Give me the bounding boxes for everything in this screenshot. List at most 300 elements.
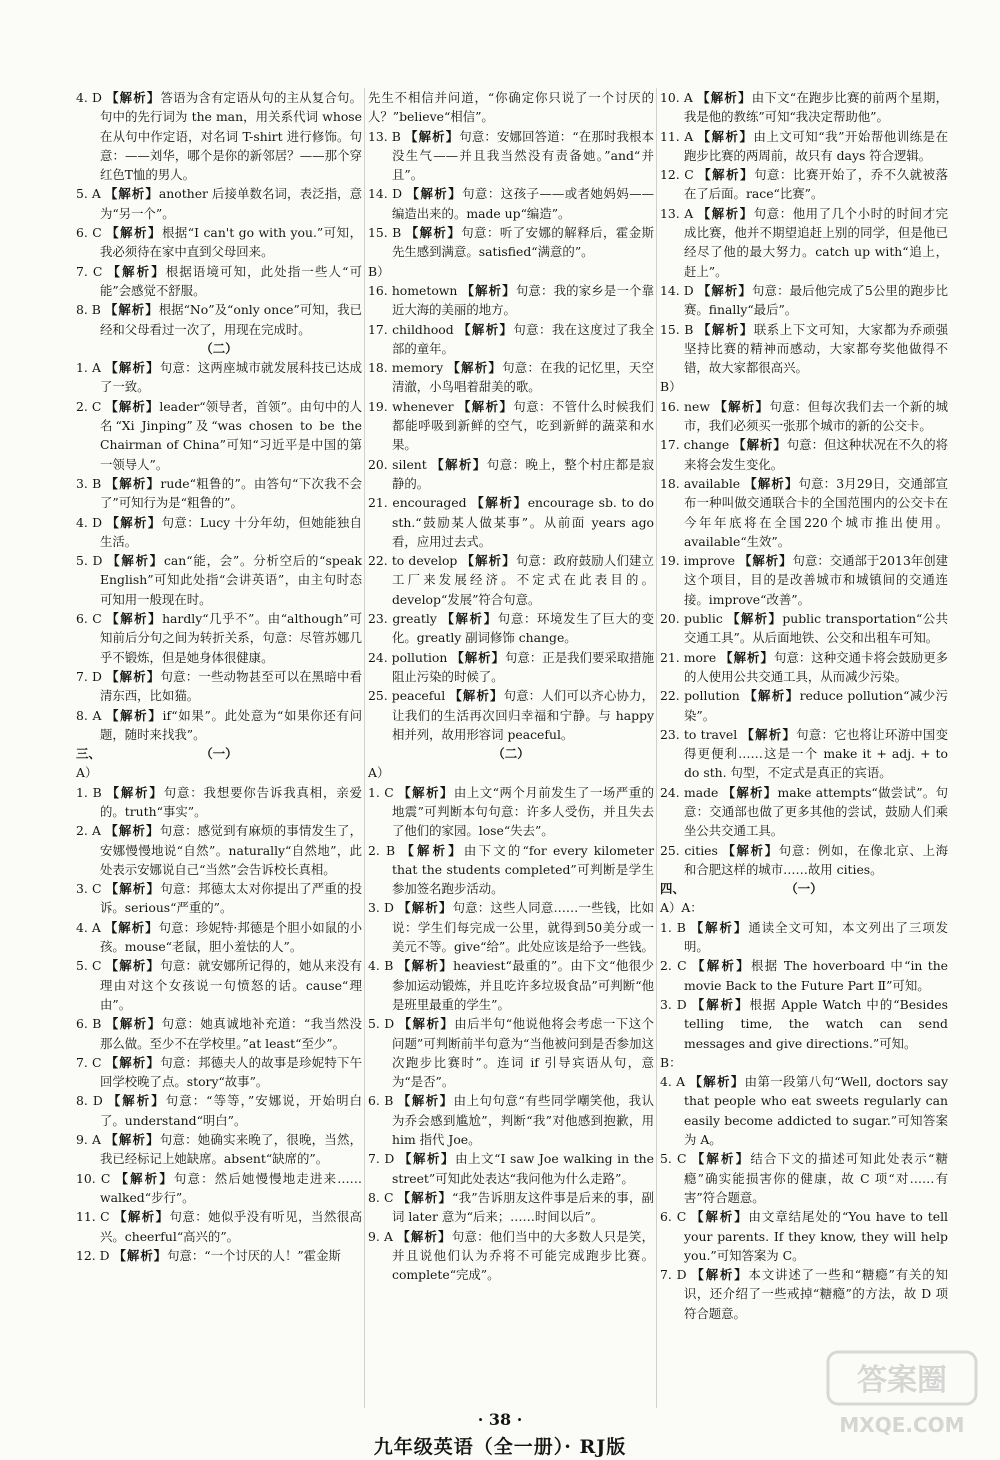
- answer-number: 17. childhood: [368, 321, 454, 337]
- answer-item: [76, 300, 362, 339]
- analysis-text: 句意：邦德夫人的故事是珍妮特下午回学校晚了点。story“故事”。: [100, 1054, 362, 1090]
- answer-item: [76, 783, 362, 822]
- answer-number: 1. A: [76, 360, 101, 376]
- analysis-tag: 【解析】: [105, 958, 161, 974]
- analysis-text: 句意：我的家乡是一个靠近大海的美丽的地方。: [392, 282, 655, 318]
- analysis-text: can“能，会”。分析空后的“speak English”可知此处指“会讲英语”，由主句时态可知用一般现在时。: [100, 553, 362, 607]
- analysis-text: 句意：她似乎没有听见，当然很高兴。cheerful“高兴的”。: [100, 1209, 363, 1244]
- answer-item: [368, 956, 654, 1014]
- answer-number: 5. D: [368, 1016, 395, 1032]
- analysis-tag: 【解析】: [105, 398, 160, 414]
- answer-item: [368, 320, 654, 359]
- answer-item: [660, 956, 948, 995]
- answer-number: 25. cities: [660, 842, 718, 858]
- analysis-tag: 【解析】: [113, 1247, 168, 1263]
- answer-number: 1. B: [76, 784, 102, 800]
- analysis-text: encourage sb. to do sth.“鼓励某人做某事”。从前面 years ago 看，应用过去式。: [392, 495, 655, 549]
- analysis-text: rude“粗鲁的”。由答句“下次我不会了”可知行为是“粗鲁的”。: [100, 475, 363, 511]
- analysis-text: 由第一段第八句“Well, doctors say that people who eat sweets regularly can easily become addicted to sugar.”可知答案为 A。: [684, 1074, 948, 1148]
- analysis-text: 句意：但这种状况在不久的将来将会发生变化。: [684, 437, 948, 472]
- subsection-heading: （一）: [200, 746, 238, 762]
- answer-item: [368, 455, 654, 494]
- analysis-text: 句意：安娜回答道：“在那时我根本没生气——并且我当然没有责备她。”and“并且”。: [392, 128, 654, 183]
- subsection-heading: （二）: [492, 746, 530, 762]
- analysis-text: 句意：“等等，”安娜说，开始明白了。understand“明白”。: [100, 1093, 363, 1128]
- analysis-text: 结合下文的描述可知此处表示“糖瘾”确实能损害你的健康，故 C 项“对……有害”符合题意。: [684, 1151, 948, 1205]
- answer-item: [368, 648, 654, 687]
- answer-number: 23. to travel: [660, 726, 738, 742]
- analysis-text: 本文讲述了一些和“糖瘾”有关的知识，还介绍了一些戒掉“糖瘾”的方法，故 D 项符合题意。: [684, 1267, 948, 1321]
- answer-number: 3. D: [660, 996, 687, 1012]
- answer-number: 24. pollution: [368, 649, 448, 665]
- analysis-tag: 【解析】: [722, 784, 778, 800]
- answer-number: 12. C: [660, 167, 694, 183]
- column-right: [660, 88, 948, 1323]
- answer-item: [660, 783, 948, 841]
- analysis-tag: 【解析】: [744, 475, 799, 491]
- analysis-tag: 【解析】: [406, 186, 463, 202]
- answer-item: [368, 127, 654, 185]
- analysis-text: 根据语境可知，此处指一些人“可能”会感觉不舒服。: [100, 263, 362, 298]
- analysis-tag: 【解析】: [449, 688, 504, 704]
- analysis-text: 句意：感觉到有麻烦的事情发生了，安娜慢慢地说“自然”。naturally“自然地”，此处表示安娜说自己“当然”会告诉校长真相。: [100, 823, 363, 877]
- analysis-tag: 【解析】: [105, 360, 160, 376]
- answer-item: [368, 1188, 654, 1227]
- answer-item: [368, 1149, 654, 1188]
- part-label: A）: [368, 765, 390, 781]
- answer-number: 20. silent: [368, 456, 427, 472]
- answer-number: 1. C: [368, 784, 394, 800]
- answer-number: 16. new: [660, 398, 710, 414]
- analysis-tag: 【解析】: [397, 1189, 453, 1205]
- analysis-text: 由后半句“他说他将会考虑一下这个问题”可判断前半句意为“当他被问到是否参加这次跑步比赛时”。连词 if 引导宾语从句，意为“是否”。: [392, 1016, 654, 1090]
- watermark-text-top: 答案圈: [857, 1363, 947, 1398]
- answer-number: 7. C: [76, 1054, 102, 1070]
- analysis-text: 句意：晚上，整个村庄都是寂静的。: [392, 456, 654, 491]
- analysis-tag: 【解析】: [461, 553, 516, 569]
- part-label: B）: [368, 263, 390, 279]
- answer-item: [368, 551, 654, 609]
- answer-number: 4. D: [76, 90, 102, 105]
- answer-item: [660, 1072, 948, 1149]
- analysis-text: 句意：在我的记忆里，天空清澈，小鸟唱着甜美的歌。: [392, 360, 655, 395]
- answer-number: 5. D: [76, 553, 103, 569]
- analysis-tag: 【解析】: [106, 514, 162, 530]
- answer-item: [660, 609, 948, 648]
- analysis-tag: 【解析】: [720, 649, 774, 665]
- analysis-tag: 【解析】: [441, 611, 498, 627]
- answer-item: [368, 1091, 654, 1149]
- answer-number: 21. encouraged: [368, 495, 467, 511]
- analysis-text: 句意：“一个讨厌的人！”霍金斯: [167, 1247, 341, 1263]
- analysis-tag: 【解析】: [106, 668, 161, 684]
- answer-item: [76, 1053, 362, 1092]
- answer-number: 6. C: [660, 1209, 687, 1225]
- analysis-text: 句意：珍妮特·邦德是个胆小如鼠的小孩。mouse“老鼠，胆小羞怯的人”。: [100, 919, 362, 955]
- analysis-text: 句意：它也将让环游中国变得更便利……这是一个 make it + adj. + to do sth. 句型，不定式是真正的宾语。: [684, 726, 948, 781]
- analysis-text: 由上文“两个月前发生了一场严重的地震”可判断本句句意：许多人受伤，并且失去了他们的家园。lose“失去”。: [392, 784, 654, 839]
- answer-item: [76, 397, 362, 474]
- answer-number: 24. made: [660, 784, 719, 800]
- analysis-tag: 【解析】: [741, 726, 797, 742]
- analysis-text: 句意：正是我们要采取措施阻止污染的时候了。: [392, 649, 655, 684]
- analysis-text: 句意：我在这度过了我全部的童年。: [392, 321, 654, 356]
- answer-item: [76, 88, 362, 184]
- answer-item: [660, 841, 948, 880]
- analysis-tag: 【解析】: [401, 842, 464, 858]
- answer-number: 11. A: [660, 128, 694, 144]
- answer-number: 18. available: [660, 475, 741, 491]
- answer-number: 3. C: [76, 881, 102, 897]
- answer-number: 15. B: [660, 321, 694, 337]
- analysis-tag: 【解析】: [714, 398, 770, 414]
- answer-number: 12. D: [76, 1247, 110, 1263]
- analysis-tag: 【解析】: [733, 437, 787, 453]
- section-heading: [76, 744, 362, 763]
- answer-item: [368, 686, 654, 744]
- analysis-text: 句意：我想要你告诉我真相，亲爱的。truth“事实”。: [100, 784, 363, 819]
- analysis-tag: 【解析】: [471, 495, 528, 511]
- analysis-tag: 【解析】: [431, 456, 487, 472]
- answer-item: [76, 1091, 362, 1130]
- answer-item: [368, 358, 654, 397]
- answer-number: 4. A: [76, 919, 101, 935]
- analysis-text: 句意：不管什么时候我们都能呼吸到新鲜的空气，吃到新鲜的蔬菜和水果。: [392, 398, 654, 453]
- answer-number: 4. D: [76, 514, 103, 530]
- answer-item: [76, 474, 362, 513]
- answer-number: 18. memory: [368, 360, 444, 376]
- answer-item: [368, 783, 654, 841]
- answer-number: 11. C: [76, 1209, 110, 1225]
- analysis-text: 答语为含有定语从句的主从复合句。句中的先行词为 the man，用关系代词 whose 在从句中作定语，对名词 T-shirt 进行修饰。句意：——刘华，哪个是你的新邻居？——那个穿红色T恤的男人。: [100, 90, 363, 183]
- analysis-text: “我”告诉朋友这件事是后来的事，副词 later 意为“后来；……时间以后”。: [392, 1189, 654, 1225]
- analysis-text: 句意：Lucy 十分年幼，但她能独自生活。: [100, 514, 362, 549]
- answer-item: [660, 648, 948, 687]
- answer-item: [76, 821, 362, 879]
- answer-number: 9. A: [76, 1132, 101, 1148]
- analysis-tag: 【解析】: [105, 1132, 160, 1148]
- answer-item: [660, 995, 948, 1053]
- analysis-tag: 【解析】: [744, 688, 800, 704]
- watermark-logo: [822, 1344, 982, 1444]
- answer-number: 5. C: [660, 1151, 687, 1167]
- answer-number: 13. B: [368, 128, 401, 144]
- analysis-tag: 【解析】: [738, 553, 793, 569]
- analysis-tag: 【解析】: [107, 1093, 166, 1109]
- answer-number: 15. B: [368, 225, 402, 241]
- analysis-text: 句意：这孩子——或者她妈妈——编造出来的。made up“编造”。: [392, 186, 655, 221]
- analysis-text: 句意：环境发生了巨大的变化。greatly 副词修饰 change。: [392, 611, 655, 646]
- analysis-text: 句意：他们当中的大多数人只是笑，并且说他们认为乔将不可能完成跑步比赛。complete“完成”。: [392, 1228, 655, 1283]
- answer-item: [76, 879, 362, 918]
- answer-item: [368, 609, 654, 648]
- answer-item: [76, 1207, 362, 1246]
- answer-number: 16. hometown: [368, 282, 458, 298]
- answer-number: 7. C: [76, 263, 103, 279]
- answer-number: 17. change: [660, 437, 730, 453]
- answer-number: 4. B: [368, 958, 394, 974]
- subsection-heading: （二）: [200, 340, 238, 356]
- answer-item: [76, 551, 362, 609]
- analysis-tag: 【解析】: [405, 128, 460, 144]
- analysis-tag: 【解析】: [105, 1016, 162, 1032]
- answer-item: [660, 1265, 948, 1323]
- answer-number: 2. C: [76, 398, 102, 414]
- analysis-tag: 【解析】: [697, 90, 752, 105]
- analysis-tag: 【解析】: [697, 282, 752, 298]
- answer-number: 10. A: [660, 90, 693, 105]
- analysis-text: heaviest“最重的”。由下文“他很少参加运动锻炼，并且吃许多垃圾食品”可判断“他是班里最重的学生”。: [392, 958, 654, 1012]
- answer-item: [76, 223, 362, 262]
- analysis-text: reduce pollution“减少污染”。: [684, 688, 948, 723]
- answer-number: 8. D: [76, 1093, 103, 1109]
- answer-item: [368, 223, 654, 262]
- answer-number: 22. to develop: [368, 553, 458, 569]
- answer-number: 6. B: [368, 1093, 394, 1109]
- answer-item: [368, 281, 654, 320]
- answer-number: 2. A: [76, 823, 101, 839]
- answer-item: [660, 204, 948, 281]
- column-left: [76, 88, 362, 1265]
- answer-item: [660, 474, 948, 551]
- analysis-text: 句意：然后她慢慢地走进来……walked“步行”。: [100, 1170, 362, 1205]
- answer-item: [368, 184, 654, 223]
- answer-item: [660, 918, 948, 957]
- column-divider: [656, 88, 657, 1408]
- answer-item: [76, 667, 362, 706]
- analysis-tag: 【解析】: [691, 1151, 751, 1167]
- answer-number: 8. A: [76, 707, 102, 723]
- answer-item: [368, 493, 654, 551]
- analysis-tag: 【解析】: [107, 263, 166, 279]
- answer-number: 2. C: [660, 958, 687, 974]
- subsection-heading: （一）: [785, 881, 823, 897]
- analysis-tag: 【解析】: [397, 1093, 454, 1109]
- analysis-text: 根据 The hoverboard 中“in the movie Back to the Future Part Ⅱ”可知。: [684, 958, 949, 993]
- answer-item: [660, 88, 948, 127]
- analysis-text: 句意：人们可以齐心协力，让我们的生活再次回归幸福和宁静。与 happy 相并列，故用形容词 peaceful。: [392, 688, 655, 742]
- analysis-text: 根据“I can't go with you.”可知，我必须待在家中直到父母回来。: [100, 225, 362, 260]
- book-title: 九年级英语（全一册）· RJ版: [373, 1436, 627, 1458]
- analysis-tag: 【解析】: [114, 1209, 170, 1225]
- analysis-tag: 【解析】: [105, 475, 161, 491]
- analysis-tag: 【解析】: [105, 1054, 161, 1070]
- section-number: 四、: [660, 881, 685, 897]
- analysis-tag: 【解析】: [106, 225, 162, 241]
- column-divider: [364, 88, 365, 1408]
- answer-item: [660, 435, 948, 474]
- analysis-text: 句意：就安娜所记得的，她从来没有理由对这个女孩说一句愤怒的话。cause“理由”。: [100, 958, 362, 1012]
- part-label: A）: [76, 765, 98, 781]
- analysis-tag: 【解析】: [697, 128, 754, 144]
- analysis-tag: 【解析】: [398, 1016, 455, 1032]
- analysis-tag: 【解析】: [104, 919, 159, 935]
- analysis-text: 句意：例如，在像北京、上海和合肥这样的城市……故用 cities。: [684, 842, 948, 877]
- section-heading: [660, 879, 948, 898]
- analysis-tag: 【解析】: [689, 1074, 745, 1090]
- analysis-text: 由上文“I saw Joe walking in the street”可知此处表达“我问他为什么走路”。: [392, 1151, 655, 1186]
- analysis-tag: 【解析】: [691, 958, 751, 974]
- analysis-tag: 【解析】: [691, 996, 750, 1012]
- answer-item: [660, 686, 948, 725]
- answer-item: [76, 956, 362, 1014]
- analysis-tag: 【解析】: [451, 649, 506, 665]
- analysis-text: 句意：邦德太太对你提出了严重的投诉。serious“严重的”。: [100, 881, 362, 916]
- analysis-text: 联系上下文可知，大家都为乔顽强坚持比赛的精神而感动，大家都夸奖他做得不错，故大家都很高兴。: [684, 321, 948, 376]
- analysis-tag: 【解析】: [398, 900, 453, 916]
- analysis-text: 句意：比赛开始了，乔不久就被落在了后面。race“比赛”。: [684, 167, 949, 202]
- analysis-text: 通读全文可知，本文列出了三项发明。: [684, 919, 948, 955]
- answer-number: 7. D: [660, 1267, 687, 1283]
- analysis-tag: 【解析】: [115, 1170, 174, 1186]
- answer-number: 3. B: [76, 475, 102, 491]
- part-label: A）A：: [660, 900, 703, 916]
- analysis-tag: 【解析】: [106, 90, 161, 105]
- answer-number: 4. A: [660, 1074, 686, 1090]
- answer-item: [76, 1130, 362, 1169]
- analysis-tag: 【解析】: [397, 1228, 452, 1244]
- column-middle: [368, 88, 654, 1284]
- answer-number: 8. C: [368, 1189, 394, 1205]
- answer-number: 25. peaceful: [368, 688, 446, 704]
- answer-item: [76, 1246, 362, 1265]
- analysis-text: 根据 Apple Watch 中的“Besides telling time, the watch can send messages and give directions.”可知。: [684, 996, 948, 1051]
- analysis-text: 句意：这些人同意……一些钱，比如说：学生们每完成一公里，就得到50美分或一美元不等。give“给”。此处应该是给予一些钱。: [392, 900, 654, 955]
- analysis-tag: 【解析】: [697, 205, 754, 221]
- answer-continuation: 先生不相信并问道，“你确定你只说了一个讨厌的人？”believe“相信”。: [368, 90, 654, 125]
- analysis-tag: 【解析】: [405, 225, 462, 241]
- analysis-text: make attempts“做尝试”。句意：交通部也做了更多其他的尝试，鼓励人们乘坐公共交通工具。: [684, 784, 948, 839]
- analysis-tag: 【解析】: [722, 842, 779, 858]
- analysis-tag: 【解析】: [697, 321, 754, 337]
- analysis-tag: 【解析】: [107, 553, 164, 569]
- analysis-text: 由文章结尾处的“You have to tell your parents. If they know, they will help you.”可知答案为 C。: [684, 1209, 948, 1263]
- analysis-text: public transportation“公共交通工具”。从后面地铁、公交和出租车可知。: [684, 611, 948, 646]
- analysis-text: 句意：交通部于2013年创建这个项目，目的是改善城市和城镇间的交通连接。improve“改善”。: [684, 553, 948, 607]
- answer-number: 6. C: [76, 611, 102, 627]
- answer-number: 9. A: [368, 1228, 393, 1244]
- answer-item: [660, 725, 948, 783]
- analysis-text: 由下文的“for every kilometer that the students completed”可判断是学生参加签名跑步活动。: [392, 842, 654, 897]
- analysis-tag: 【解析】: [105, 881, 161, 897]
- answer-number: 3. D: [368, 900, 394, 916]
- answer-item: [76, 609, 362, 667]
- analysis-text: hardly“几乎不”。由“although”可知前后分句之间为转折关系，句意：尽管苏娜几乎不锻炼，但是她身体很健康。: [100, 611, 362, 665]
- answer-number: 2. B: [368, 842, 396, 858]
- answer-item: [660, 281, 948, 320]
- analysis-tag: 【解析】: [698, 167, 755, 183]
- analysis-text: 句意：最后他完成了5公里的跑步比赛。finally“最后”。: [684, 282, 948, 318]
- analysis-tag: 【解析】: [691, 1209, 749, 1225]
- answer-number: 22. pollution: [660, 688, 740, 704]
- analysis-tag: 【解析】: [106, 707, 163, 723]
- answer-item: [76, 706, 362, 745]
- part-label: B）: [660, 379, 682, 395]
- answer-number: 5. C: [76, 958, 102, 974]
- answer-item: [76, 184, 362, 223]
- answer-item: [368, 1014, 654, 1091]
- answer-item: [660, 127, 948, 166]
- answer-item: [76, 1014, 362, 1053]
- answer-number: 7. D: [76, 668, 102, 684]
- analysis-tag: 【解析】: [461, 282, 516, 298]
- answer-number: 10. C: [76, 1170, 111, 1186]
- analysis-text: 句意：政府鼓励人们建立工厂来发展经济。不定式在此表目的。develop“发展”符合句意。: [392, 553, 655, 607]
- answer-item: [660, 551, 948, 609]
- answer-item: [76, 358, 362, 397]
- answer-number: 8. B: [76, 302, 101, 318]
- answer-item: [76, 918, 362, 957]
- analysis-text: 根据“No”及“only once”可知，我已经和父母看过一次了，用现在完成时。: [100, 302, 362, 337]
- analysis-text: 句意：听了安娜的解释后，霍金斯先生感到满意。satisfied“满意的”。: [392, 225, 655, 260]
- analysis-tag: 【解析】: [105, 823, 160, 839]
- answer-item: [660, 1149, 948, 1207]
- analysis-text: 句意：但每次我们去一个新的城市，我们必须买一张那个城市的新的公交卡。: [684, 398, 949, 434]
- analysis-tag: 【解析】: [104, 186, 159, 202]
- analysis-tag: 【解析】: [458, 321, 514, 337]
- answer-item: [660, 165, 948, 204]
- analysis-text: if“如果”。此处意为“如果你还有问题，随时来找我”。: [100, 707, 362, 742]
- answer-item: [76, 262, 362, 301]
- analysis-tag: 【解析】: [691, 1267, 749, 1283]
- analysis-text: 句意：他用了几个小时的时间才完成比赛，他并不期望追赶上别的同学，但是他已经尽了他的最大努力。catch up with“追上，赶上”。: [684, 205, 948, 279]
- analysis-text: 由下文“在跑步比赛的前两个星期，我是他的教练”可知“我决定帮助他”。: [684, 90, 949, 125]
- answer-item: [660, 397, 948, 436]
- analysis-text: 句意：她确实来晚了，很晚，当然，我已经标记上她缺席。absent“缺席的”。: [100, 1132, 363, 1167]
- analysis-tag: 【解析】: [447, 360, 503, 376]
- analysis-tag: 【解析】: [106, 784, 164, 800]
- analysis-tag: 【解析】: [398, 784, 454, 800]
- watermark-text-bottom: MXQE.COM: [839, 1413, 965, 1437]
- answer-item: [660, 320, 948, 378]
- part-label: B：: [660, 1054, 682, 1070]
- answer-item: [368, 898, 654, 956]
- analysis-text: 句意：这两座城市就发展科技已达成了一致。: [100, 360, 363, 395]
- answer-number: 6. B: [76, 1016, 102, 1032]
- section-number: 三、: [76, 746, 101, 762]
- analysis-text: 句意：一些动物甚至可以在黑暗中看清东西，比如猫。: [100, 668, 363, 704]
- answer-number: 21. more: [660, 649, 717, 665]
- analysis-tag: 【解析】: [397, 958, 454, 974]
- analysis-text: another 后接单数名词，表泛指，意为“另一个”。: [100, 186, 362, 221]
- answer-number: 19. whenever: [368, 398, 454, 414]
- analysis-text: 句意：3月29日，交通部宣布一种叫做交通联合卡的全国范围内的公交卡在今年年底将在全国220个城市推出使用。available“生效”。: [684, 475, 948, 549]
- answer-item: [660, 1207, 948, 1265]
- answer-number: 5. A: [76, 186, 101, 202]
- analysis-tag: 【解析】: [690, 919, 749, 935]
- analysis-text: 句意：这种交通卡将会鼓励更多的人使用公共交通工具，从而减少污染。: [684, 649, 949, 684]
- analysis-tag: 【解析】: [398, 1151, 456, 1167]
- analysis-text: 句意：她真诚地补充道：“我当然没那么做。至少不在学校里。”at least“至少”。: [100, 1016, 362, 1051]
- answer-item: [368, 841, 654, 899]
- answer-item: [368, 1227, 654, 1285]
- answer-number: 23. greatly: [368, 611, 437, 627]
- answer-number: 14. D: [660, 282, 694, 298]
- answer-number: 7. D: [368, 1151, 395, 1167]
- answer-item: [76, 513, 362, 552]
- answer-number: 13. A: [660, 205, 694, 221]
- analysis-tag: 【解析】: [104, 302, 159, 318]
- answer-number: 20. public: [660, 611, 723, 627]
- answer-number: 1. B: [660, 919, 686, 935]
- analysis-tag: 【解析】: [106, 611, 163, 627]
- analysis-tag: 【解析】: [727, 611, 783, 627]
- answer-item: [368, 397, 654, 455]
- answer-number: 19. improve: [660, 553, 736, 569]
- analysis-text: 由上句句意“有些同学嘲笑他，我认为乔会感到尴尬”，判断“我”对他感到抱歉，用 him 指代 Joe。: [392, 1093, 654, 1148]
- answer-item: [76, 1169, 362, 1208]
- analysis-tag: 【解析】: [457, 398, 514, 414]
